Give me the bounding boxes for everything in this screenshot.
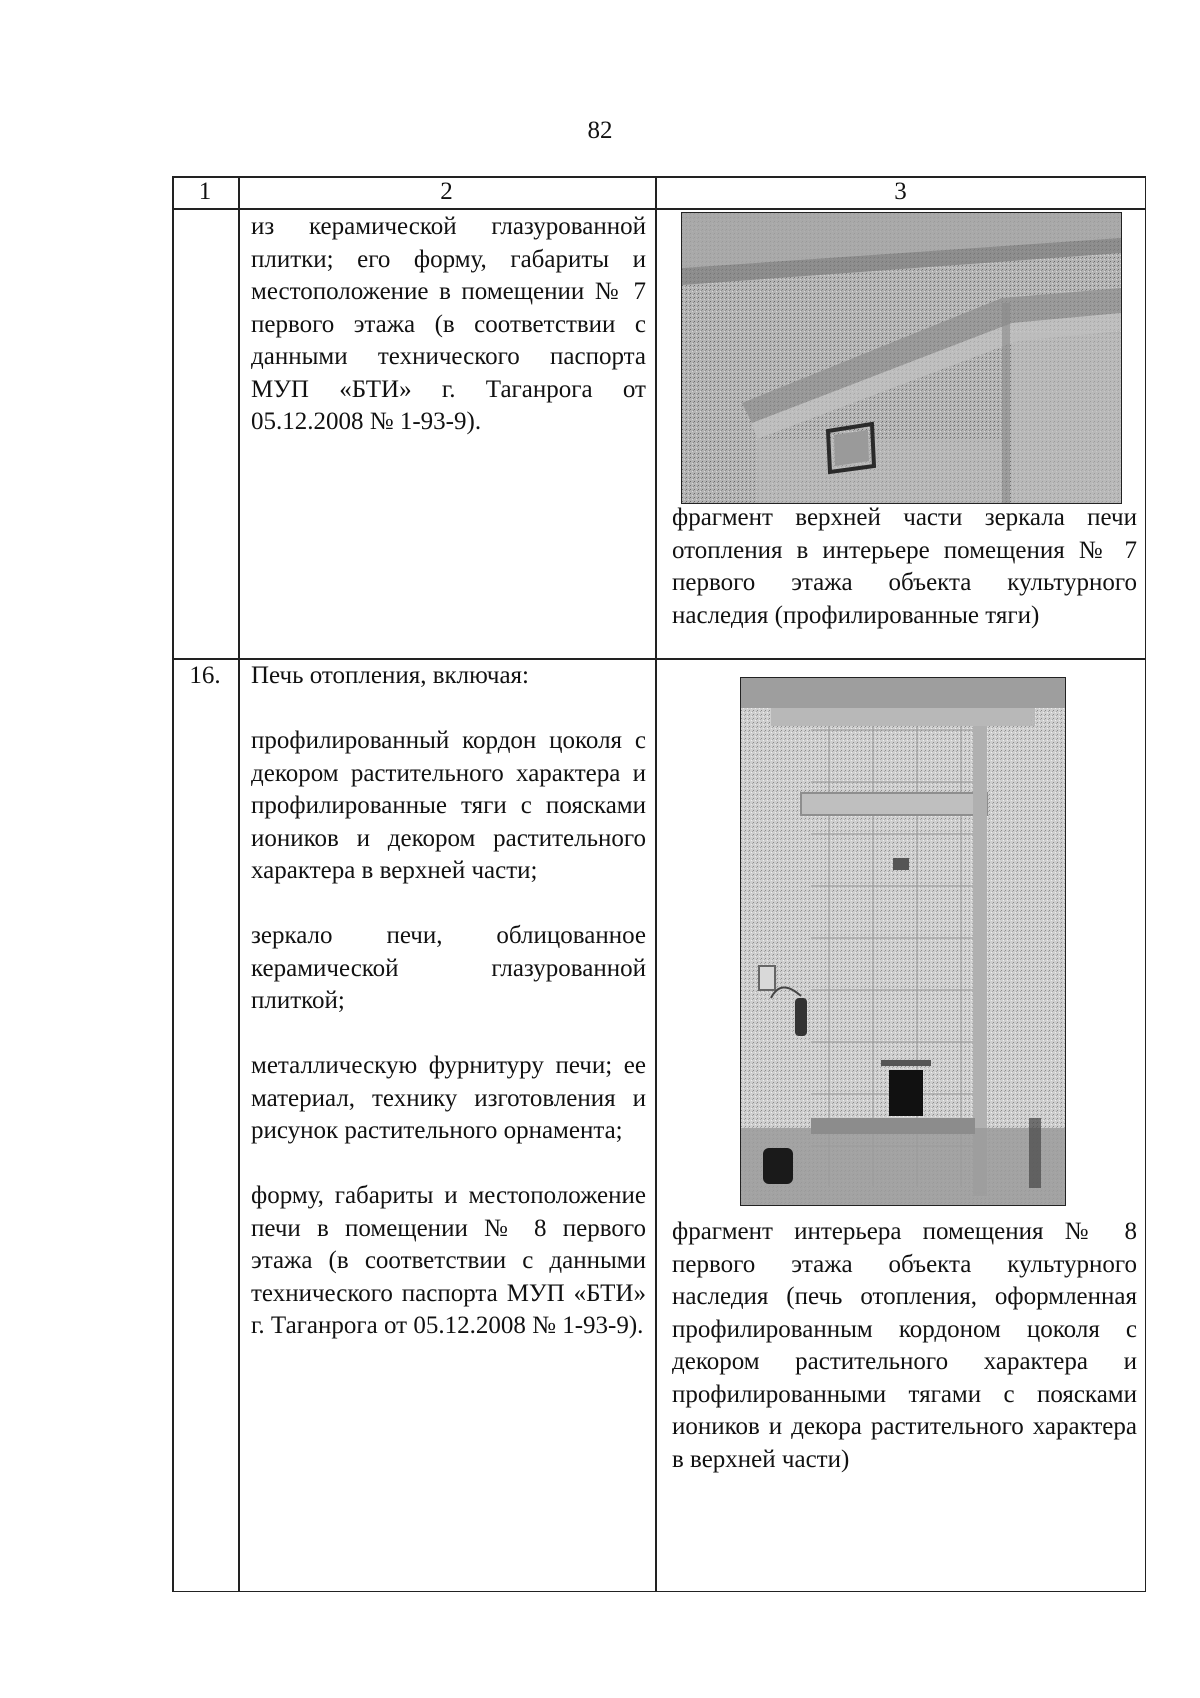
- photo-image: [741, 678, 1065, 1205]
- description-paragraph: из керамической глазурованной плитки; его форму, габариты и местоположение в помещении № 7 первого этажа (в соответствии с данными технического паспорта МУП «БТИ» г. Таганрога от 05.12.2008 № 1-93-9).: [251, 213, 646, 435]
- photo-caption: [672, 1216, 1137, 1476]
- column-header-2: 2: [440, 178, 453, 205]
- table-border-bottom: [172, 1591, 1146, 1593]
- column-divider-1: [238, 176, 240, 1592]
- column-divider-2: [655, 176, 657, 1592]
- column-header-1: 1: [198, 178, 212, 205]
- description-paragraph: профилированный кордон цоколя с декором растительного характера и профилированные тяги с поясками иоников и декором растительного характера в верхней части;: [251, 727, 646, 884]
- table-border-right: [1145, 176, 1147, 1592]
- description-paragraph: металлическую фурнитуру печи; ее материал, технику изготовления и рисунок растительного орнамента;: [251, 1052, 646, 1144]
- stove-cornice-photo: [681, 212, 1122, 504]
- header-divider: [172, 208, 1146, 210]
- row-number: 16.: [189, 662, 221, 689]
- caption-text: фрагмент верхней части зеркала печи отопления в интерьере помещения № 7 первого этажа объекта культурного наследия (профилированные тяги): [672, 504, 1137, 629]
- stove-room-photo: [740, 677, 1066, 1206]
- page-number: 82: [587, 117, 613, 144]
- description-paragraph: форму, габариты и местоположение печи в помещении № 8 первого этажа (в соответствии с данными технического паспорта МУП «БТИ» г. Таганрога от 05.12.2008 № 1-93-9).: [251, 1182, 646, 1339]
- table-border-left: [172, 176, 174, 1592]
- description-paragraph: зеркало печи, облицованное керамической глазурованной плиткой;: [251, 922, 646, 1014]
- description-paragraph: Печь отопления, включая:: [251, 662, 529, 689]
- heritage-table: [172, 176, 1146, 1592]
- caption-text: фрагмент интерьера помещения № 8 первого этажа объекта культурного наследия (печь отопления, оформленная профилированным кордоном цоколя с декором растительного характера и профилированными тягами с поясками иоников и декора растительного характера в верхней части): [672, 1218, 1137, 1473]
- column-header-3: 3: [894, 178, 907, 205]
- row-description: [251, 211, 646, 439]
- photo-image: [682, 213, 1121, 503]
- row-description: [251, 660, 646, 1343]
- photo-caption: [672, 502, 1137, 632]
